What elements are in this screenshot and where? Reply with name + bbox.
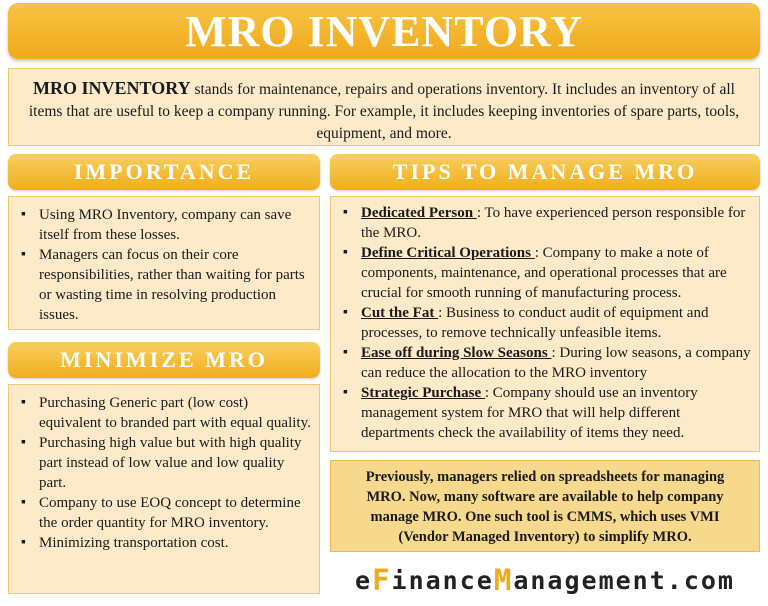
tip-text: : Company to make a note of components, maintenance, and operational processes that are crucial for smooth running of manufacturing process. (361, 245, 727, 301)
importance-heading: IMPORTANCE (8, 154, 320, 190)
intro-panel (8, 68, 760, 146)
list-item (339, 383, 751, 443)
tip-text: : During low seasons, a company can reduce the allocation to the MRO inventory (361, 345, 751, 381)
minimize-panel (8, 384, 320, 594)
minimize-heading: MINIMIZE MRO (8, 342, 320, 378)
list-item: ▪ Minimizing transportation cost. (17, 533, 311, 553)
summary-note: Previously, managers relied on spreadsheets for managing MRO. Now, many software are available to help company manage MRO. One such tool is CMMS, which uses VMI (Vendor Managed Inventory) to simplify MRO. (330, 460, 760, 552)
list-item: ▪ Managers can focus on their core responsibilities, rather than waiting for parts or wasting time in resolving production issues. (17, 245, 311, 325)
list-item (339, 343, 751, 383)
intro-text: stands for maintenance, repairs and operations inventory. It includes an inventory of all items that are useful to keep a company running. For example, it includes keeping inventories of spare parts, tools, equipment, and more. (28, 81, 740, 142)
list-item: ▪ Using MRO Inventory, company can save itself from these losses. (17, 205, 311, 245)
brand-text: anagement.com (513, 565, 735, 595)
page-title: MRO INVENTORY (184, 6, 584, 56)
list-item (339, 303, 751, 343)
list-item (339, 203, 751, 243)
brand-accent: F (372, 563, 392, 597)
list-item (339, 243, 751, 303)
tip-term: Strategic Purchase (361, 385, 485, 401)
tips-list (339, 203, 751, 443)
tip-term: Define Critical Operations (361, 245, 535, 261)
list-item: ▪ Company to use EOQ concept to determine the order quantity for MRO inventory. (17, 493, 311, 533)
list-item: ▪ Purchasing high value but with high quality part instead of low value and low quality part. (17, 433, 311, 493)
tip-term: Cut the Fat (361, 305, 439, 321)
intro-term: MRO INVENTORY (33, 78, 191, 98)
tip-text: : Company should use an inventory management system for MRO that will help different departments check the availability of items they need. (361, 385, 698, 441)
tips-panel (330, 196, 760, 452)
brand-text: inance (391, 565, 494, 595)
tips-heading: TIPS TO MANAGE MRO (330, 154, 760, 190)
minimize-list (17, 393, 311, 553)
brand-logo (330, 560, 760, 600)
tip-text: : Business to conduct audit of equipment and processes, to remove technically unfeasible items. (361, 305, 709, 341)
title-banner (8, 3, 760, 59)
importance-list (17, 205, 311, 325)
tip-term: Dedicated Person (361, 205, 477, 221)
brand-accent: M (493, 563, 514, 597)
tip-text: : To have experienced person responsible for the MRO. (361, 205, 746, 241)
tip-term: Ease off during Slow Seasons (361, 345, 552, 361)
importance-panel (8, 196, 320, 330)
list-item: ▪ Purchasing Generic part (low cost) equivalent to branded part with equal quality. (17, 393, 311, 433)
brand-text: e (355, 565, 373, 595)
